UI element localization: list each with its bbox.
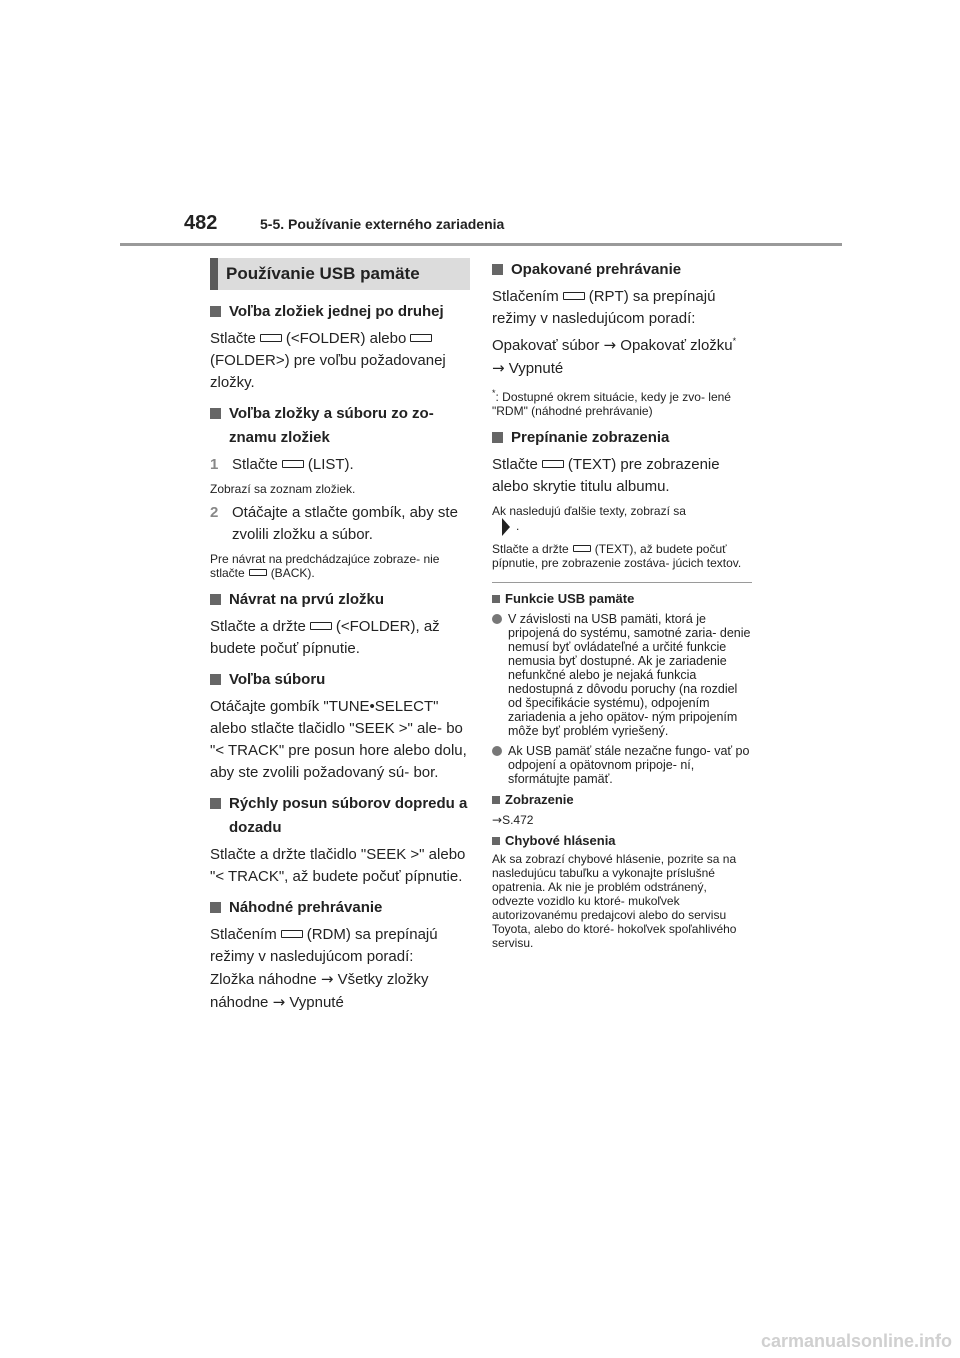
square-bullet-icon bbox=[210, 408, 221, 419]
arrow-right-icon: → bbox=[603, 336, 617, 354]
button-icon bbox=[542, 460, 564, 468]
note-back: Pre návrat na predchádzajúce zobraze- nie stlačte (BACK). bbox=[210, 552, 440, 580]
step-1: 1 Stlačte (LIST). bbox=[210, 456, 354, 473]
square-bullet-icon bbox=[210, 306, 221, 317]
square-bullet-icon bbox=[210, 902, 221, 913]
watermark: carmanualsonline.info bbox=[760, 1331, 952, 1351]
button-icon bbox=[310, 622, 332, 630]
page-reference: →S.472 bbox=[492, 813, 534, 827]
square-bullet-icon bbox=[492, 264, 503, 275]
heading-folder-list: Voľba zložky a súboru zo zo- znamu zložiek bbox=[210, 402, 470, 450]
heading-fast-seek: Rýchly posun súborov dopredu a dozadu bbox=[210, 792, 470, 840]
paragraph-random: Stlačením (RDM) sa prepínajú režimy v nasledujúcom poradí: Zložka náhodne → Všetky zložky náhodne → Vypnuté bbox=[210, 926, 438, 1011]
square-bullet-icon bbox=[492, 432, 503, 443]
heading-file-select: Voľba súboru bbox=[210, 668, 470, 692]
heading-repeat: Opakované prehrávanie bbox=[492, 258, 752, 282]
note-hold-text: Stlačte a držte (TEXT), až budete počuť pípnutie, pre zobrazenie zostáva- júcich textov. bbox=[492, 542, 742, 570]
note-more-text: Ak nasledujú ďalšie texty, zobrazí sa . bbox=[492, 504, 752, 536]
button-icon bbox=[249, 569, 267, 576]
left-column bbox=[210, 258, 470, 1018]
list-item: Ak USB pamäť stále nezačne fungo- vať po odpojení a opätovnom pripoje- ní, sformátujte pamäť. bbox=[492, 744, 752, 786]
button-icon bbox=[282, 460, 304, 468]
triangle-right-icon bbox=[502, 518, 510, 536]
arrow-right-icon: → bbox=[492, 359, 505, 377]
circle-bullet-icon bbox=[492, 746, 502, 756]
heading-first-folder: Návrat na prvú zložku bbox=[210, 588, 470, 612]
page-number: 482 bbox=[184, 212, 218, 234]
paragraph-file-select: Otáčajte gombík "TUNE•SELECT" alebo stlačte tlačidlo "SEEK >" ale- bo "< TRACK" pre posun hore alebo dolu, aby ste zvolili požadovaný sú- bor. bbox=[210, 698, 467, 781]
page-header bbox=[184, 212, 504, 235]
paragraph-folder-by-one: Stlačte (<FOLDER) alebo (FOLDER>) pre voľbu požadovanej zložky. bbox=[210, 330, 446, 391]
button-icon bbox=[281, 930, 303, 938]
square-bullet-icon bbox=[210, 798, 221, 809]
chapter-title: 5-5. Používanie externého zariadenia bbox=[260, 216, 505, 232]
note-title-errors: Chybové hlásenia bbox=[492, 833, 752, 848]
square-bullet-icon bbox=[492, 595, 500, 603]
button-icon bbox=[563, 292, 585, 300]
square-bullet-icon bbox=[492, 837, 500, 845]
square-bullet-icon bbox=[492, 796, 500, 804]
circle-bullet-icon bbox=[492, 614, 502, 624]
square-bullet-icon bbox=[210, 594, 221, 605]
heading-random: Náhodné prehrávanie bbox=[210, 896, 470, 920]
arrow-right-icon: → bbox=[492, 813, 503, 827]
button-icon bbox=[410, 334, 432, 342]
note-list-shown: Zobrazí sa zoznam zložiek. bbox=[210, 482, 356, 496]
button-icon bbox=[573, 545, 591, 552]
arrow-right-icon: → bbox=[320, 970, 334, 988]
asterisk-mark: * bbox=[732, 336, 737, 346]
button-icon bbox=[260, 334, 282, 342]
notes-divider bbox=[492, 582, 752, 583]
footnote: *: Dostupné okrem situácie, kedy je zvo- lené "RDM" (náhodné prehrávanie) bbox=[492, 388, 731, 418]
list-item: V závislosti na USB pamäti, ktorá je pripojená do systému, samotné zaria- denie nemusí byť ovládateľné a určité funkcie nemusia byť dostupné. Ak je zariadenie nefunkčné alebo je nejaká funkcia nedostupná z dôvodu poruchy (na rozdiel od špecifikácie systému), odpojením zariadenia a jeho opätov- ným pripojením môže byť problém vyriešený. bbox=[492, 612, 752, 738]
note-title-usb-functions: Funkcie USB pamäte bbox=[492, 591, 752, 606]
right-column bbox=[492, 258, 752, 956]
section-title: Používanie USB pamäte bbox=[210, 258, 470, 290]
arrow-right-icon: → bbox=[272, 993, 286, 1011]
step-2: 2 Otáčajte a stlačte gombík, aby ste zvolili zložku a súbor. bbox=[210, 504, 458, 543]
note-title-display: Zobrazenie bbox=[492, 792, 752, 807]
paragraph-errors: Ak sa zobrazí chybové hlásenie, pozrite sa na nasledujúcu tabuľku a vykonajte príslušné opatrenia. Ak nie je problém odstránený, odvezte vozidlo ku ktoré- mukoľvek autorizovanému predajcovi alebo do servisu Toyota, alebo do ktoré- hokoľvek spoľahlivého servisu. bbox=[492, 852, 737, 950]
heading-display: Prepínanie zobrazenia bbox=[492, 426, 752, 450]
paragraph-fast-seek: Stlačte a držte tlačidlo "SEEK >" alebo "< TRACK", až budete počuť pípnutie. bbox=[210, 846, 466, 885]
paragraph-repeat: Stlačením (RPT) sa prepínajú režimy v nasledujúcom poradí: Opakovať súbor → Opakovať zložku* → Vypnuté bbox=[492, 288, 737, 377]
square-bullet-icon bbox=[210, 674, 221, 685]
paragraph-display: Stlačte (TEXT) pre zobrazenie alebo skrytie titulu albumu. bbox=[492, 456, 720, 495]
paragraph-first-folder: Stlačte a držte (<FOLDER), až budete počuť pípnutie. bbox=[210, 618, 440, 657]
heading-folder-by-one: Voľba zložiek jednej po druhej bbox=[210, 300, 470, 324]
header-rule bbox=[120, 243, 842, 246]
